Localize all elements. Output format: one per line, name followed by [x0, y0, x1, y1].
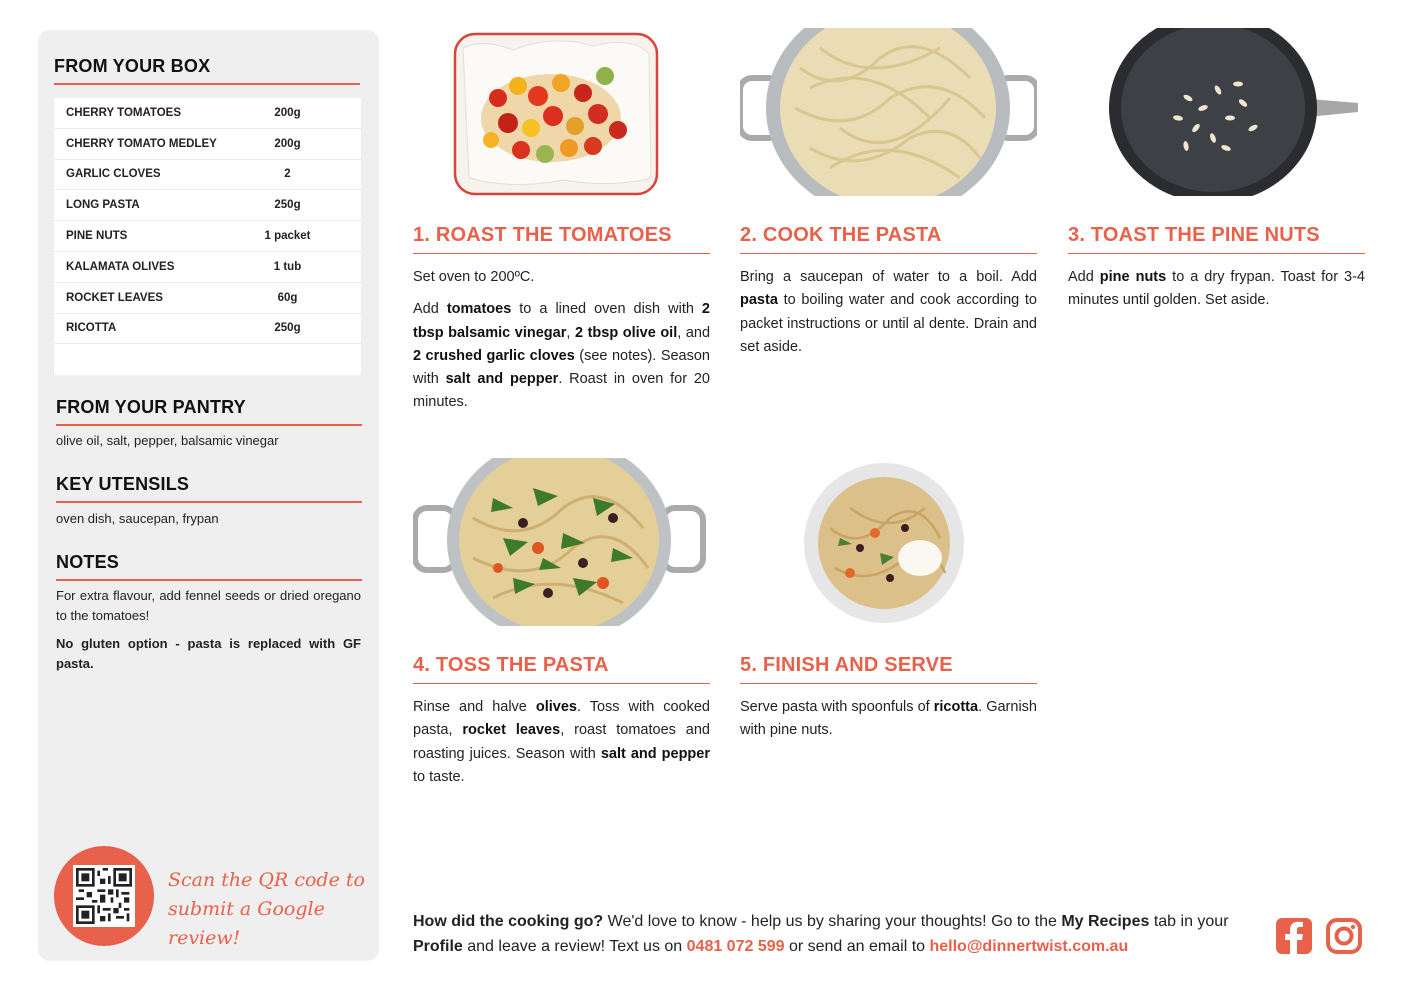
toasted-pine-nuts-photo: [1068, 28, 1365, 196]
ingredient-row: [54, 221, 361, 252]
step-3-instructions: Add pine nuts to a dry frypan. Toast for 3-4 minutes until golden. Set aside.: [1068, 269, 1365, 309]
served-pasta-photo: [740, 458, 1037, 626]
ingredient-qty: 1 tub: [273, 260, 302, 273]
ingredient-row: [54, 160, 361, 191]
step-2-title: 2. COOK THE PASTA: [740, 224, 1037, 254]
ingredient-qty: 1 packet: [264, 230, 311, 243]
utensils-title: KEY UTENSILS: [56, 474, 362, 503]
notes-gluten-option: No gluten option - pasta is replaced with GF pasta.: [56, 636, 361, 671]
ingredient-table: [54, 98, 361, 375]
ingredient-name: GARLIC CLOVES: [66, 168, 161, 181]
step-3-text: [1068, 266, 1365, 322]
pantry-title: FROM YOUR PANTRY: [56, 397, 362, 426]
phone-link[interactable]: 0481 072 599: [686, 938, 785, 955]
facebook-icon[interactable]: [1275, 917, 1313, 955]
notes-title: NOTES: [56, 552, 362, 581]
ingredient-qty: 250g: [274, 199, 301, 212]
ingredient-qty: 200g: [274, 106, 301, 119]
ingredient-row: [54, 252, 361, 283]
ingredient-row: [54, 129, 361, 160]
step-1-oven: Set oven to 200ºC.: [413, 269, 535, 285]
ingredient-name: CHERRY TOMATO MEDLEY: [66, 137, 217, 150]
ingredient-name: ROCKET LEAVES: [66, 291, 163, 304]
ingredient-name: KALAMATA OLIVES: [66, 260, 175, 273]
ingredient-qty: 60g: [277, 291, 298, 304]
utensils-text: oven dish, saucepan, frypan: [56, 511, 219, 526]
qr-text-line2: submit a Google review!: [168, 898, 325, 949]
my-recipes-label: My Recipes: [1061, 913, 1150, 930]
ingredient-name: CHERRY TOMATOES: [66, 106, 182, 119]
step-4-title: 4. TOSS THE PASTA: [413, 654, 710, 684]
box-title: FROM YOUR BOX: [54, 56, 360, 85]
qr-badge[interactable]: [54, 846, 154, 946]
ingredients-panel: [38, 30, 379, 961]
qr-code-icon[interactable]: [73, 865, 135, 927]
email-link[interactable]: hello@dinnertwist.com.au: [929, 938, 1129, 955]
step-4-text: [413, 696, 710, 798]
pantry-text: olive oil, salt, pepper, balsamic vinegar: [56, 433, 279, 448]
tossed-pasta-photo: [413, 458, 710, 626]
cooked-pasta-photo: [740, 28, 1037, 196]
ingredient-row: [54, 283, 361, 314]
ingredient-row: [54, 314, 361, 345]
ingredient-name: PINE NUTS: [66, 230, 128, 243]
roasted-tomatoes-photo: [413, 28, 710, 196]
step-5-text: [740, 696, 1037, 752]
step-2-instructions: Bring a saucepan of water to a boil. Add pasta to boiling water and cook according to packet instructions or until al dente. Drain and set aside.: [740, 269, 1037, 355]
step-1-text: [413, 266, 710, 424]
step-5-instructions: Serve pasta with spoonfuls of ricotta. Garnish with pine nuts.: [740, 699, 1037, 739]
qr-text-line1: Scan the QR code to: [168, 869, 365, 891]
instagram-icon[interactable]: [1325, 917, 1363, 955]
ingredient-qty: 250g: [274, 322, 301, 335]
profile-label: Profile: [413, 938, 463, 955]
ingredient-name: LONG PASTA: [66, 199, 140, 212]
step-4-instructions: Rinse and halve olives. Toss with cooked pasta, rocket leaves, roast tomatoes and roasting juices. Season with salt and pepper to taste.: [413, 699, 710, 785]
step-2-text: [740, 266, 1037, 368]
step-5-title: 5. FINISH AND SERVE: [740, 654, 1037, 684]
step-3-title: 3. TOAST THE PINE NUTS: [1068, 224, 1365, 254]
footer-heading: How did the cooking go?: [413, 913, 604, 930]
ingredient-row: [54, 190, 361, 221]
ingredient-qty: 200g: [274, 137, 301, 150]
step-1-title: 1. ROAST THE TOMATOES: [413, 224, 710, 254]
feedback-footer: How did the cooking go? We'd love to know - help us by sharing your thoughts! Go to the My Recipes tab in your Profile and leave a review! Text us on 0481 072 599 or send an email to hello@dinnertwist.com.au: [413, 913, 1229, 955]
step-1-instructions: Add tomatoes to a lined oven dish with 2 tbsp balsamic vinegar, 2 tbsp olive oil, and 2 crushed garlic cloves (see notes). Season with salt and pepper. Roast in oven for 20 minutes.: [413, 301, 711, 411]
ingredient-row: [54, 98, 361, 129]
qr-review-text: [168, 866, 368, 953]
notes-text: For extra flavour, add fennel seeds or dried oregano to the tomatoes!: [56, 588, 361, 623]
ingredient-qty: 2: [284, 168, 291, 181]
ingredient-name: RICOTTA: [66, 322, 117, 335]
